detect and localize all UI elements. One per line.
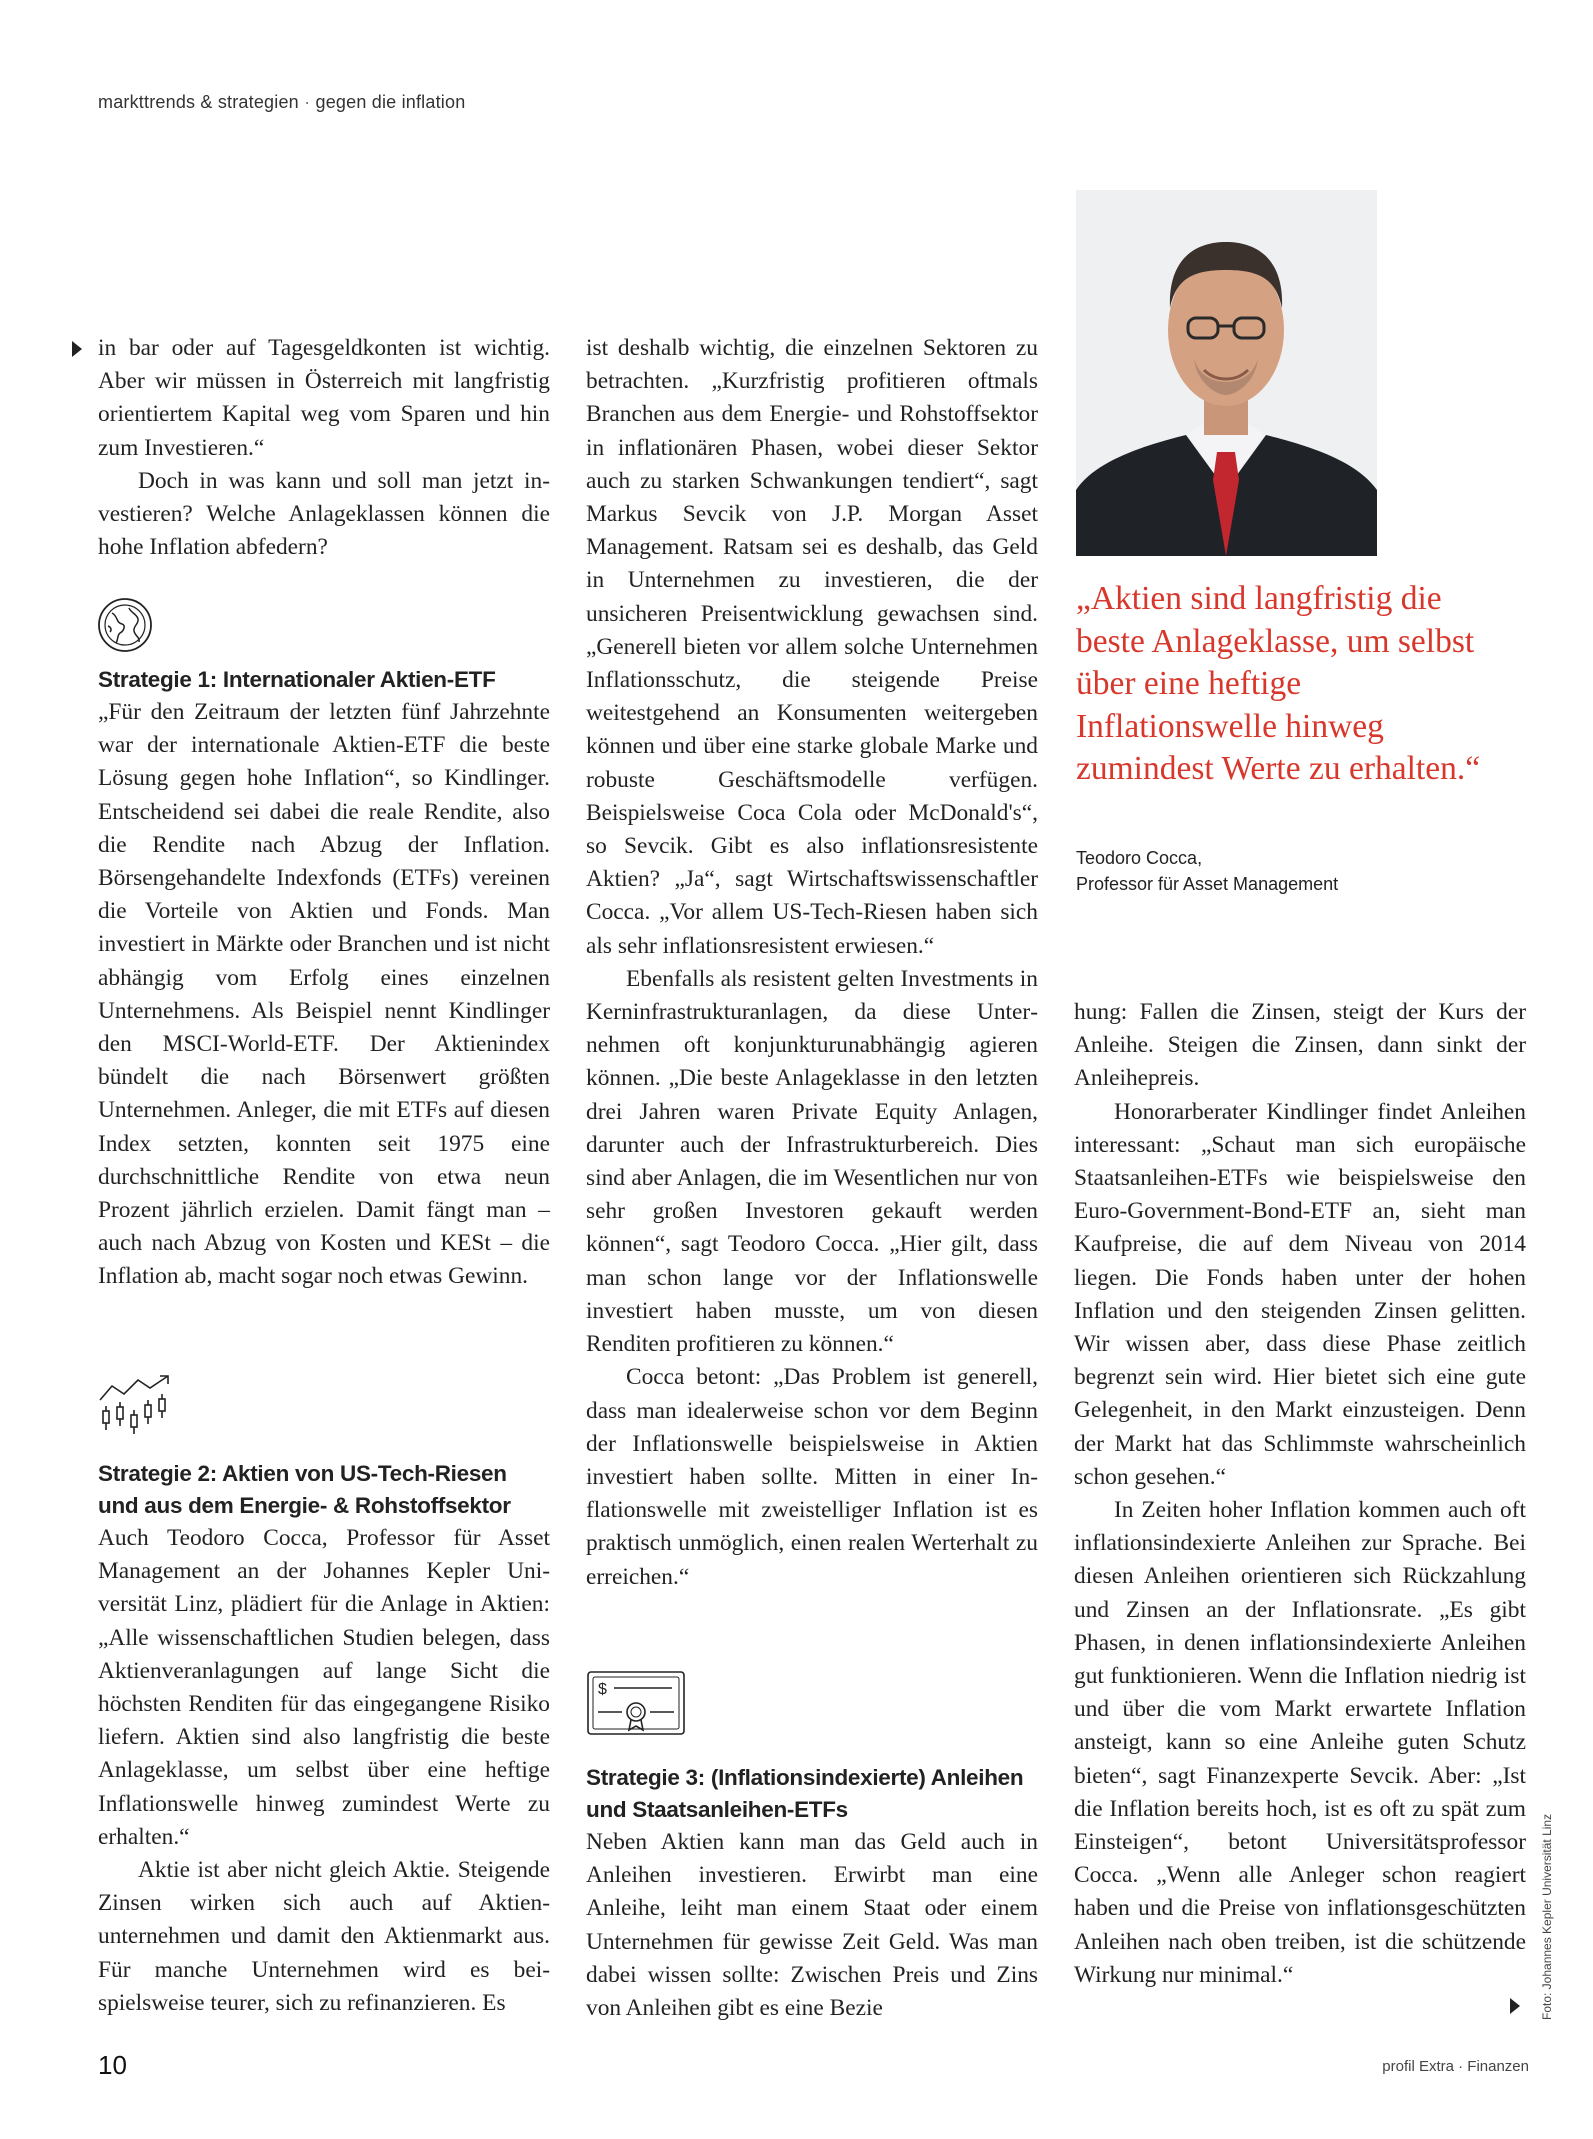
- page-number: 10: [98, 2050, 127, 2080]
- paragraph: in bar oder auf Tagesgeldkonten ist wichtig. Aber wir müssen in Österreich mit langfristig orientiertem Kapital weg vom Sparen und hin zum Investieren.“: [98, 335, 550, 461]
- paragraph: In Zeiten hoher Inflation kommen auch oft inflationsindexierte Anleihen zur Sprache. Bei diesen Anleihen orientieren sich Rückzahlung und Zinsen an der Inflationsrate. „Es gibt Phasen, in denen inflationsindexierte Anleihen gut funktionieren. Wenn die Inflation niedrig ist und über die vom Markt erwartete Inflation ansteigt, kann so eine Anleihe guten Schutz bieten“, sagt Finanzexperte Sevcik. Aber: „Ist die Inflation bereits hoch, ist es oft zu spät zum Einsteigen“, betont Universitätsprofessor Cocca. „Wenn alle Anleger schon reagiert haben und die Preise von inflationsgeschützten Anleihen nach oben treiben, ist die schützende Wirkung nur minimal.“: [1074, 1497, 1526, 1988]
- paragraph: ist deshalb wichtig, die einzelnen Sektoren zu betrachten. „Kurzfristig profitieren oftmals Branchen aus dem Energie- und Rohstoffsektor in inflationären Phasen, wobei dieser Sektor auch zu starken Schwankungen tendiert“, sagt Markus Sevcik von J.P. Morgan Asset Management. Ratsam sei es deshalb, das Geld in Unternehmen zu investieren, die der unsicheren Preisentwicklung gewachsen sind. „Generell bieten vor allem solche Unternehmen Inflationsschutz, die steigende Preise weitestgehend an Konsumenten weitergeben können und über eine starke globale Marke und robuste Geschäftsmodelle verfügen. Beispielsweise Coca Cola oder McDonald's“, so Sevcik. Gibt es also inflationsresistente Aktien? „Ja“, sagt Wirtschaftswissenschaftler Cocca. „Vor allem US-Tech-Riesen haben sich als sehr inflationsresistent erwiesen.“: [586, 335, 1038, 959]
- column-2-top: [586, 332, 1038, 1594]
- certificate-icon: [586, 1670, 686, 1741]
- paragraph: Aktie ist aber nicht gleich Aktie. Steigende Zinsen wirken sich auch auf Aktienunternehmen und damit den Aktienmarkt aus. Für manche Unternehmen wird es beispielsweise teurer, sich zu refinanzieren. Es: [98, 1857, 550, 2016]
- quote-author-title: Professor für Asset Management: [1076, 874, 1339, 894]
- strategy-2-section: [98, 1458, 550, 2020]
- strategy-1-section: [98, 664, 550, 1294]
- page-header: [98, 92, 465, 113]
- paragraph: hung: Fallen die Zinsen, steigt der Kurs der Anleihe. Steigen die Zinsen, dann sinkt der Anleihepreis.: [1074, 999, 1526, 1092]
- globe-icon: [96, 596, 154, 659]
- paragraph: Auch Teodoro Cocca, Professor für Asset Management an der Johannes Kepler Universität Linz, plädiert für die Anlage in Aktien: „Alle wissenschaftlichen Studien belegen, dass Aktienveranlagungen auf lange Sicht die höchsten Renditen für das eingegangene Risiko liefern. Aktien sind also langfristig die beste Anlageklasse, um selbst über eine heftige Inflationswelle hinweg zumindest Werte zu erhalten.“: [98, 1525, 550, 1850]
- svg-text:$: $: [598, 1681, 607, 1698]
- column-1-top: [98, 332, 550, 564]
- header-topic: gegen die inflation: [315, 92, 466, 112]
- portrait-photo: [1076, 190, 1377, 556]
- publication-name: profil Extra · Finanzen: [1382, 2058, 1529, 2075]
- continue-arrow-icon: [1510, 1998, 1520, 2014]
- paragraph: Honorarberater Kindlinger findet Anleihen interessant: „Schaut man sich europäische Staatsanleihen-ETFs wie beispielsweise den Euro-Government-Bond-ETF an, sieht man Kaufpreise, die auf dem Niveau von 2014 liegen. Die Fonds haben unter der hohen Inflation und den steigenden Zinsen gelitten. Wir wissen aber, dass diese Phase zeitlich begrenzt sein wird. Hier bietet sich eine gute Gelegenheit, in den Markt einzusteigen. Denn der Markt hat das Schlimmste wahrscheinlich schon gesehen.“: [1074, 1098, 1526, 1490]
- header-separator: ·: [304, 92, 311, 112]
- candlestick-chart-icon: [98, 1372, 176, 1439]
- paragraph: „Für den Zeitraum der letzten fünf Jahrzehnte war der internationale Aktien-ETF die beste Lösung gegen hohe Inflation“, so Kindlinger. Entscheidend sei dabei die reale Rendite, also die Rendite nach Abzug der Inflation. Börsengehandelte Indexfonds (ETFs) vereinen die Vorteile von Aktien und Fonds. Man investiert in Märkte oder Branchen und ist nicht abhängig vom Erfolg eines einzelnen Unternehmens. Als Beispiel nennt Kindlinger den MSCI-World-ETF. Der Aktienindex bündelt die nach Börsenwert größten Unternehmen. Anleger, die mit ETFs auf diesen Index setzten, konnten seit 1975 eine durchschnittliche Rendite von etwa neun Prozent jährlich erzielen. Damit fängt man – auch nach Abzug von Kosten und KESt – die Inflation ab, macht sogar noch etwas Gewinn.: [98, 699, 550, 1290]
- column-3-body: [1074, 996, 1526, 1992]
- quote-author: [1076, 845, 1496, 897]
- continuation-arrow-icon: [72, 341, 82, 357]
- strategy-3-section: [586, 1762, 1038, 2025]
- quote-author-name: Teodoro Cocca,: [1076, 848, 1203, 868]
- pull-quote: „Aktien sind langfristig die beste Anlageklasse, um selbst über eine heftige Inflationswelle hinweg zumindest Werte zu erhalten.“: [1076, 580, 1481, 787]
- strategy-1-heading: Strategie 1: Internationaler Aktien-ETF: [98, 667, 496, 692]
- paragraph: Neben Aktien kann man das Geld auch in Anleihen investieren. Erwirbt man eine Anleihe, leiht man einem Staat oder einem Unternehmen für gewisse Zeit Geld. Was man dabei wissen sollte: Zwischen Preis und Zins von Anleihen gibt es eine Bezie: [586, 1829, 1038, 2022]
- paragraph: Cocca betont: „Das Problem ist generell, dass man idealerweise schon vor dem Beginn der Inflationswelle beispielsweise in Aktien investiert haben sollte. Mitten in einer Inflationswelle mit zweistelliger Inflation ist es praktisch unmöglich, einen realen Werterhalt zu erreichen.“: [586, 1364, 1038, 1590]
- header-section: markttrends & strategien: [98, 92, 299, 112]
- strategy-3-heading: Strategie 3: (Inflationsindexierte) Anleihen und Staatsanleihen-ETFs: [586, 1765, 1024, 1822]
- strategy-2-heading: Strategie 2: Aktien von US-Tech-Riesen und aus dem Energie- & Rohstoffsektor: [98, 1461, 511, 1518]
- photo-credit: Foto: Johannes Kepler Universität Linz: [1540, 1813, 1554, 2020]
- paragraph: Ebenfalls als resistent gelten Investments in Kerninfrastrukturanlagen, da diese Unternehmen oft konjunkturunabhängig agieren können. „Die beste Anlageklasse in den letzten drei Jahren waren Private Equity Anlagen, darunter auch der Infrastrukturbereich. Dies sind aber Anlagen, die im Wesentlichen nur von sehr großen Investoren gekauft werden können“, sagt Teodoro Cocca. „Hier gilt, dass man schon lange vor der Inflationswelle investiert haben musste, um von diesen Renditen profitieren zu können.“: [586, 965, 1038, 1358]
- paragraph: Doch in was kann und soll man jetzt investieren? Welche Anlageklassen können die hohe Inflation abfedern?: [98, 467, 550, 561]
